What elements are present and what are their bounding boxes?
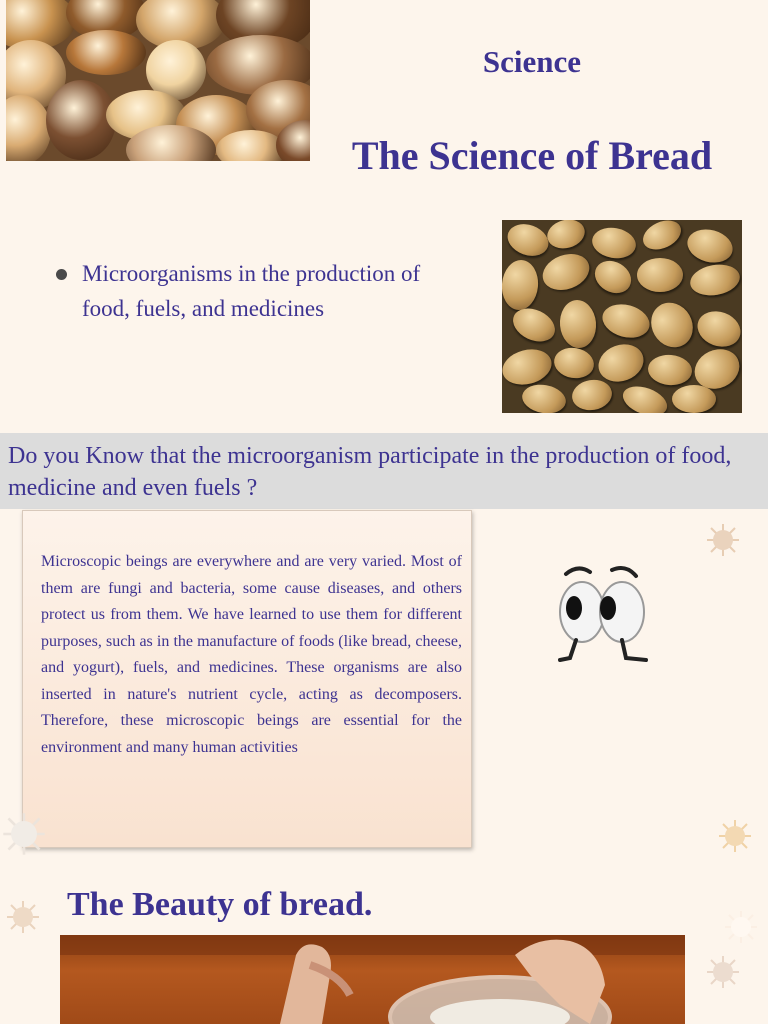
- virus-icon: [706, 523, 740, 557]
- yeast-cell: [520, 381, 568, 413]
- yeast-cell: [558, 299, 598, 350]
- yeast-photo: [502, 220, 742, 413]
- page-title: The Science of Bread: [351, 133, 713, 178]
- yeast-cell: [538, 248, 595, 296]
- virus-icon: [724, 910, 758, 944]
- bullet-dot-icon: [56, 269, 67, 280]
- question-text: Do you Know that the microorganism participate in the production of food, medicine and even fuels ?: [8, 443, 732, 501]
- yeast-cell: [590, 224, 639, 261]
- yeast-cell: [637, 258, 683, 292]
- bread-loaf: [46, 80, 116, 160]
- yeast-cell: [552, 345, 597, 381]
- yeast-cell: [503, 220, 553, 261]
- yeast-cell: [647, 353, 693, 387]
- virus-icon: [706, 955, 740, 989]
- virus-icon: [6, 900, 40, 934]
- list-item: [52, 256, 452, 326]
- info-text: Microscopic beings are everywhere and are very varied. Most of them are fungi and bacteria, some cause diseases, and others protect us from them. We have learned to use them for different purposes, such as in the manufacture of foods (like bread, cheese, and yogurt), fuels, and medicines. These organisms are also inserted in nature's nutrient cycle, acting as decomposers. Therefore, these microscopic beings are essential for the environment and many human activities: [41, 553, 462, 756]
- bread-loaf: [66, 30, 146, 75]
- yeast-cell: [502, 344, 556, 390]
- kneading-photo-art: [60, 935, 685, 1024]
- yeast-cell: [544, 220, 588, 252]
- yeast-cell: [589, 255, 637, 300]
- yeast-cell: [684, 225, 737, 268]
- yeast-cell: [570, 377, 615, 413]
- kneading-photo: [60, 935, 685, 1024]
- bullet-text: Microorganisms in the production of food, fuels, and medicines: [82, 261, 421, 321]
- cartoon-eyes-icon: [552, 560, 660, 666]
- yeast-cell: [619, 381, 671, 413]
- virus-icon: [2, 812, 46, 856]
- yeast-cell: [502, 259, 540, 312]
- yeast-cell: [599, 299, 654, 342]
- yeast-cell: [672, 385, 716, 413]
- bullet-list: [52, 256, 452, 326]
- section-heading: The Beauty of bread.: [67, 886, 373, 923]
- yeast-cell: [638, 220, 685, 255]
- subject-label: Science: [482, 44, 582, 79]
- yeast-cell: [643, 295, 701, 355]
- virus-icon: [718, 819, 752, 853]
- yeast-cell: [688, 261, 742, 299]
- bread-photo: [6, 0, 310, 161]
- yeast-cell: [693, 306, 742, 353]
